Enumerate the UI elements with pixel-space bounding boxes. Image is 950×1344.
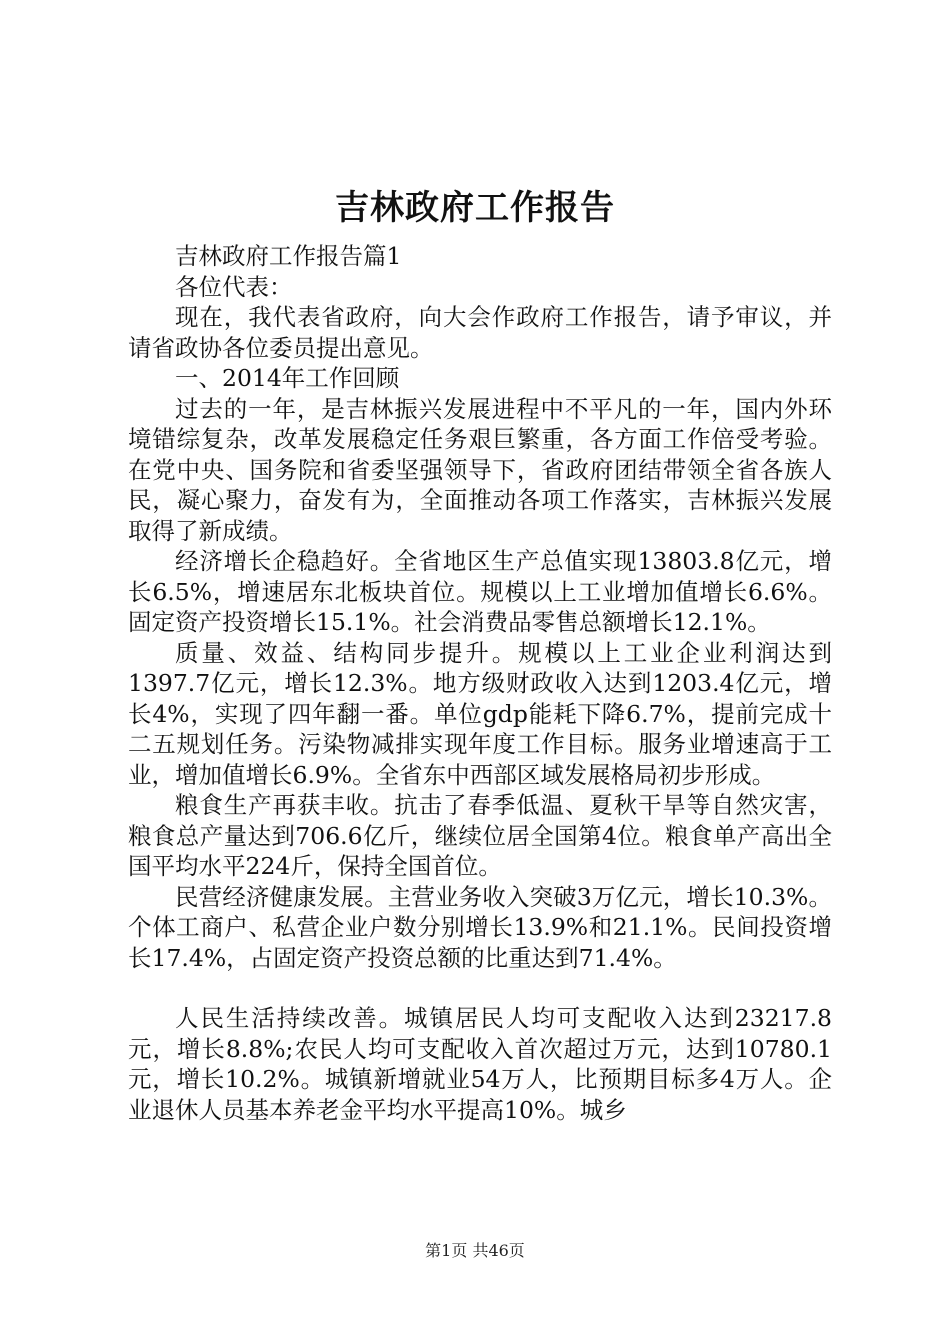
paragraph: 现在，我代表省政府，向大会作政府工作报告，请予审议，并请省政协各位委员提出意见。 [128,303,832,362]
document-body [128,241,832,1125]
paragraph: 过去的一年，是吉林振兴发展进程中不平凡的一年，国内外环境错综复杂，改革发展稳定任务艰巨繁重，各方面工作倍受考验。在党中央、国务院和省委坚强领导下，省政府团结带领全省各族人民，凝心聚力，奋发有为，全面推动各项工作落实，吉林振兴发展取得了新成绩。 [128,394,832,545]
paragraph: 民营经济健康发展。主营业务收入突破3万亿元，增长10.3%。个体工商户、私营企业户数分别增长13.9%和21.1%。民间投资增长17.4%，占固定资产投资总额的比重达到71.4%。 [128,882,832,972]
section-heading: 一、2014年工作回顾 [175,364,400,392]
paragraph: 经济增长企稳趋好。全省地区生产总值实现13803.8亿元，增长6.5%，增速居东北板块首位。规模以上工业增加值增长6.6%。固定资产投资增长15.1%。社会消费品零售总额增长12.1%。 [128,547,832,636]
page-number-footer: 第1页 共46页 [425,1241,525,1260]
paragraph: 质量、效益、结构同步提升。规模以上工业企业利润达到1397.7亿元，增长12.3%。地方级财政收入达到1203.4亿元，增长4%，实现了四年翻一番。单位gdp能耗下降6.7%，提前完成十二五规划任务。污染物减排实现年度工作目标。服务业增速高于工业，增加值增长6.9%。全省东中西部区域发展格局初步形成。 [128,638,832,789]
section-subtitle: 吉林政府工作报告篇1 [175,242,402,270]
paragraph: 人民生活持续改善。城镇居民人均可支配收入达到23217.8元，增长8.8%;农民人均可支配收入首次超过万元，达到10780.1元，增长10.2%。城镇新增就业54万人，比预期目标多4万人。企业退休人员基本养老金平均水平提高10%。城乡 [128,1004,832,1124]
document-title: 吉林政府工作报告 [335,188,615,228]
salutation: 各位代表： [175,272,293,301]
paragraph: 粮食生产再获丰收。抗击了春季低温、夏秋干旱等自然灾害，粮食总产量达到706.6亿斤，继续位居全国第4位。粮食单产高出全国平均水平224斤，保持全国首位。 [128,791,832,880]
